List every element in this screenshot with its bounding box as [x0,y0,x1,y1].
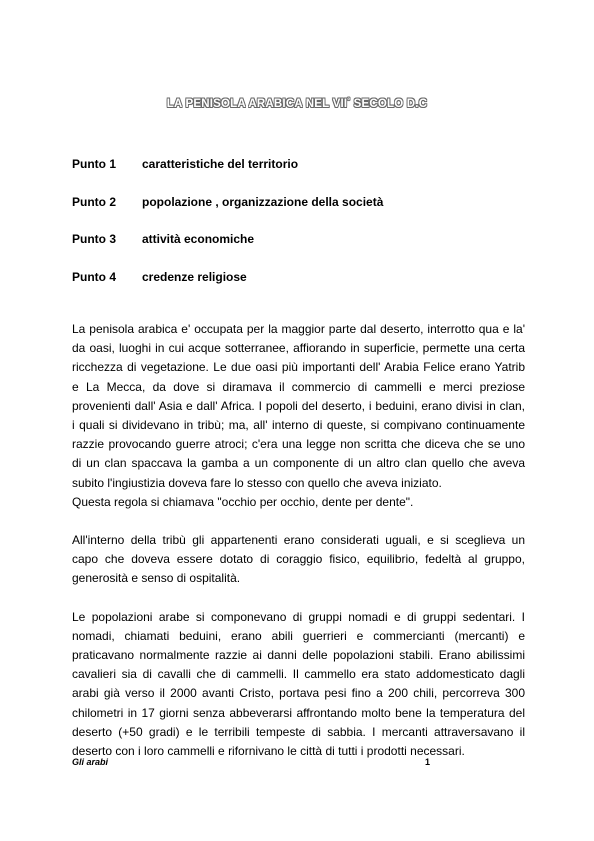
outline-topic: popolazione , organizzazione della società [142,194,384,209]
text-line: e La Mecca, da dove si diramava il commercio di cammelli e merci preziose [72,379,525,394]
text-line: All'interno della tribù gli appartenenti erano considerati uguali, e si sceglieva un [72,533,525,548]
outline-item [72,232,532,270]
document-title [0,98,594,110]
text-line: da oasi, luoghi in cui acque sotterranee, affiorando in superficie, permette una certa [72,341,525,356]
outline-number: Punto 3 [72,232,116,246]
title-degree-sign: ° [347,98,351,105]
page-number: 1 [425,757,431,767]
text-line: di un clan spaccava la gamba a un componente di un altro clan quello che aveva [72,456,525,471]
title-text: LA PENISOLA ARABICA NEL VII [166,98,348,110]
outline-number: Punto 4 [72,269,116,284]
text-line: generosità e senso di ospitalità. [72,571,241,586]
outline-topic: credenze religiose [142,269,247,284]
text-line: nomadi, chiamati beduini, erano abili guerrieri e commercianti (mercanti) e [72,628,525,643]
text-line: cavalieri sia di cavalli che di cammelli. Il cammello era stato addomesticato dagli [72,667,525,682]
topic-outline [72,157,532,307]
outline-item [72,270,532,308]
paragraph-tribe [72,531,525,589]
outline-number: Punto 2 [72,194,116,209]
paragraph-population [72,608,525,762]
text-line: deserto (+50 gradi) e le terribili tempeste di sabbia. I mercanti attraversavano il [72,724,525,739]
outline-item [72,195,532,233]
paragraph-territory [72,320,525,512]
text-line: razzie provocando guerre atroci; c'era una legge non scritta che diceva che se uno [72,437,525,452]
body-text [72,320,525,780]
text-line: deserto con i loro cammelli e rifornivano le città di tutti i prodotti necessari. [72,744,465,759]
text-line: arabi già verso il 2000 avanti Cristo, portava pesi fino a 200 chili, percorreva 300 [72,686,525,701]
outline-topic: attività economiche [142,232,255,246]
page-footer [72,757,525,767]
outline-item [72,157,532,195]
text-line: La penisola arabica e' occupata per la maggior parte dal deserto, interrotto qua e la' [72,322,525,336]
text-line: provenienti dall' Asia e dall' Africa. I popoli del deserto, i beduini, erano divisi in clan, [72,398,525,413]
text-line: ricchezza di vegetazione. Le due oasi più importanti dell' Arabia Felice erano Yatrib [72,360,525,375]
text-line: praticavano normalmente razzie ai danni delle popolazioni stabili. Erano abilissimi [72,648,525,663]
outline-topic: caratteristiche del territorio [142,157,299,171]
outline-number: Punto 1 [72,157,116,171]
text-line: i quali si dividevano in tribù; ma, all' interno di queste, si compivano continuamente [72,418,525,433]
text-line: Questa regola si chiamava "occhio per occhio, dente per dente". [72,494,414,509]
text-line: Le popolazioni arabe si componevano di gruppi nomadi e di gruppi sedentari. I [72,609,525,624]
text-line: subito l'ingiustizia doveva fare lo stesso con quello che aveva iniziato. [72,475,442,490]
title-text-end: SECOLO D.C [350,98,428,110]
footer-label: Gli arabi [72,757,109,767]
text-line: capo che doveva essere dotato di coraggio fisico, equilibrio, fedeltà al gruppo, [72,552,525,567]
text-line: chilometri in 17 giorni senza abbeverarsi affrontando molto bene la temperatura del [72,705,525,720]
